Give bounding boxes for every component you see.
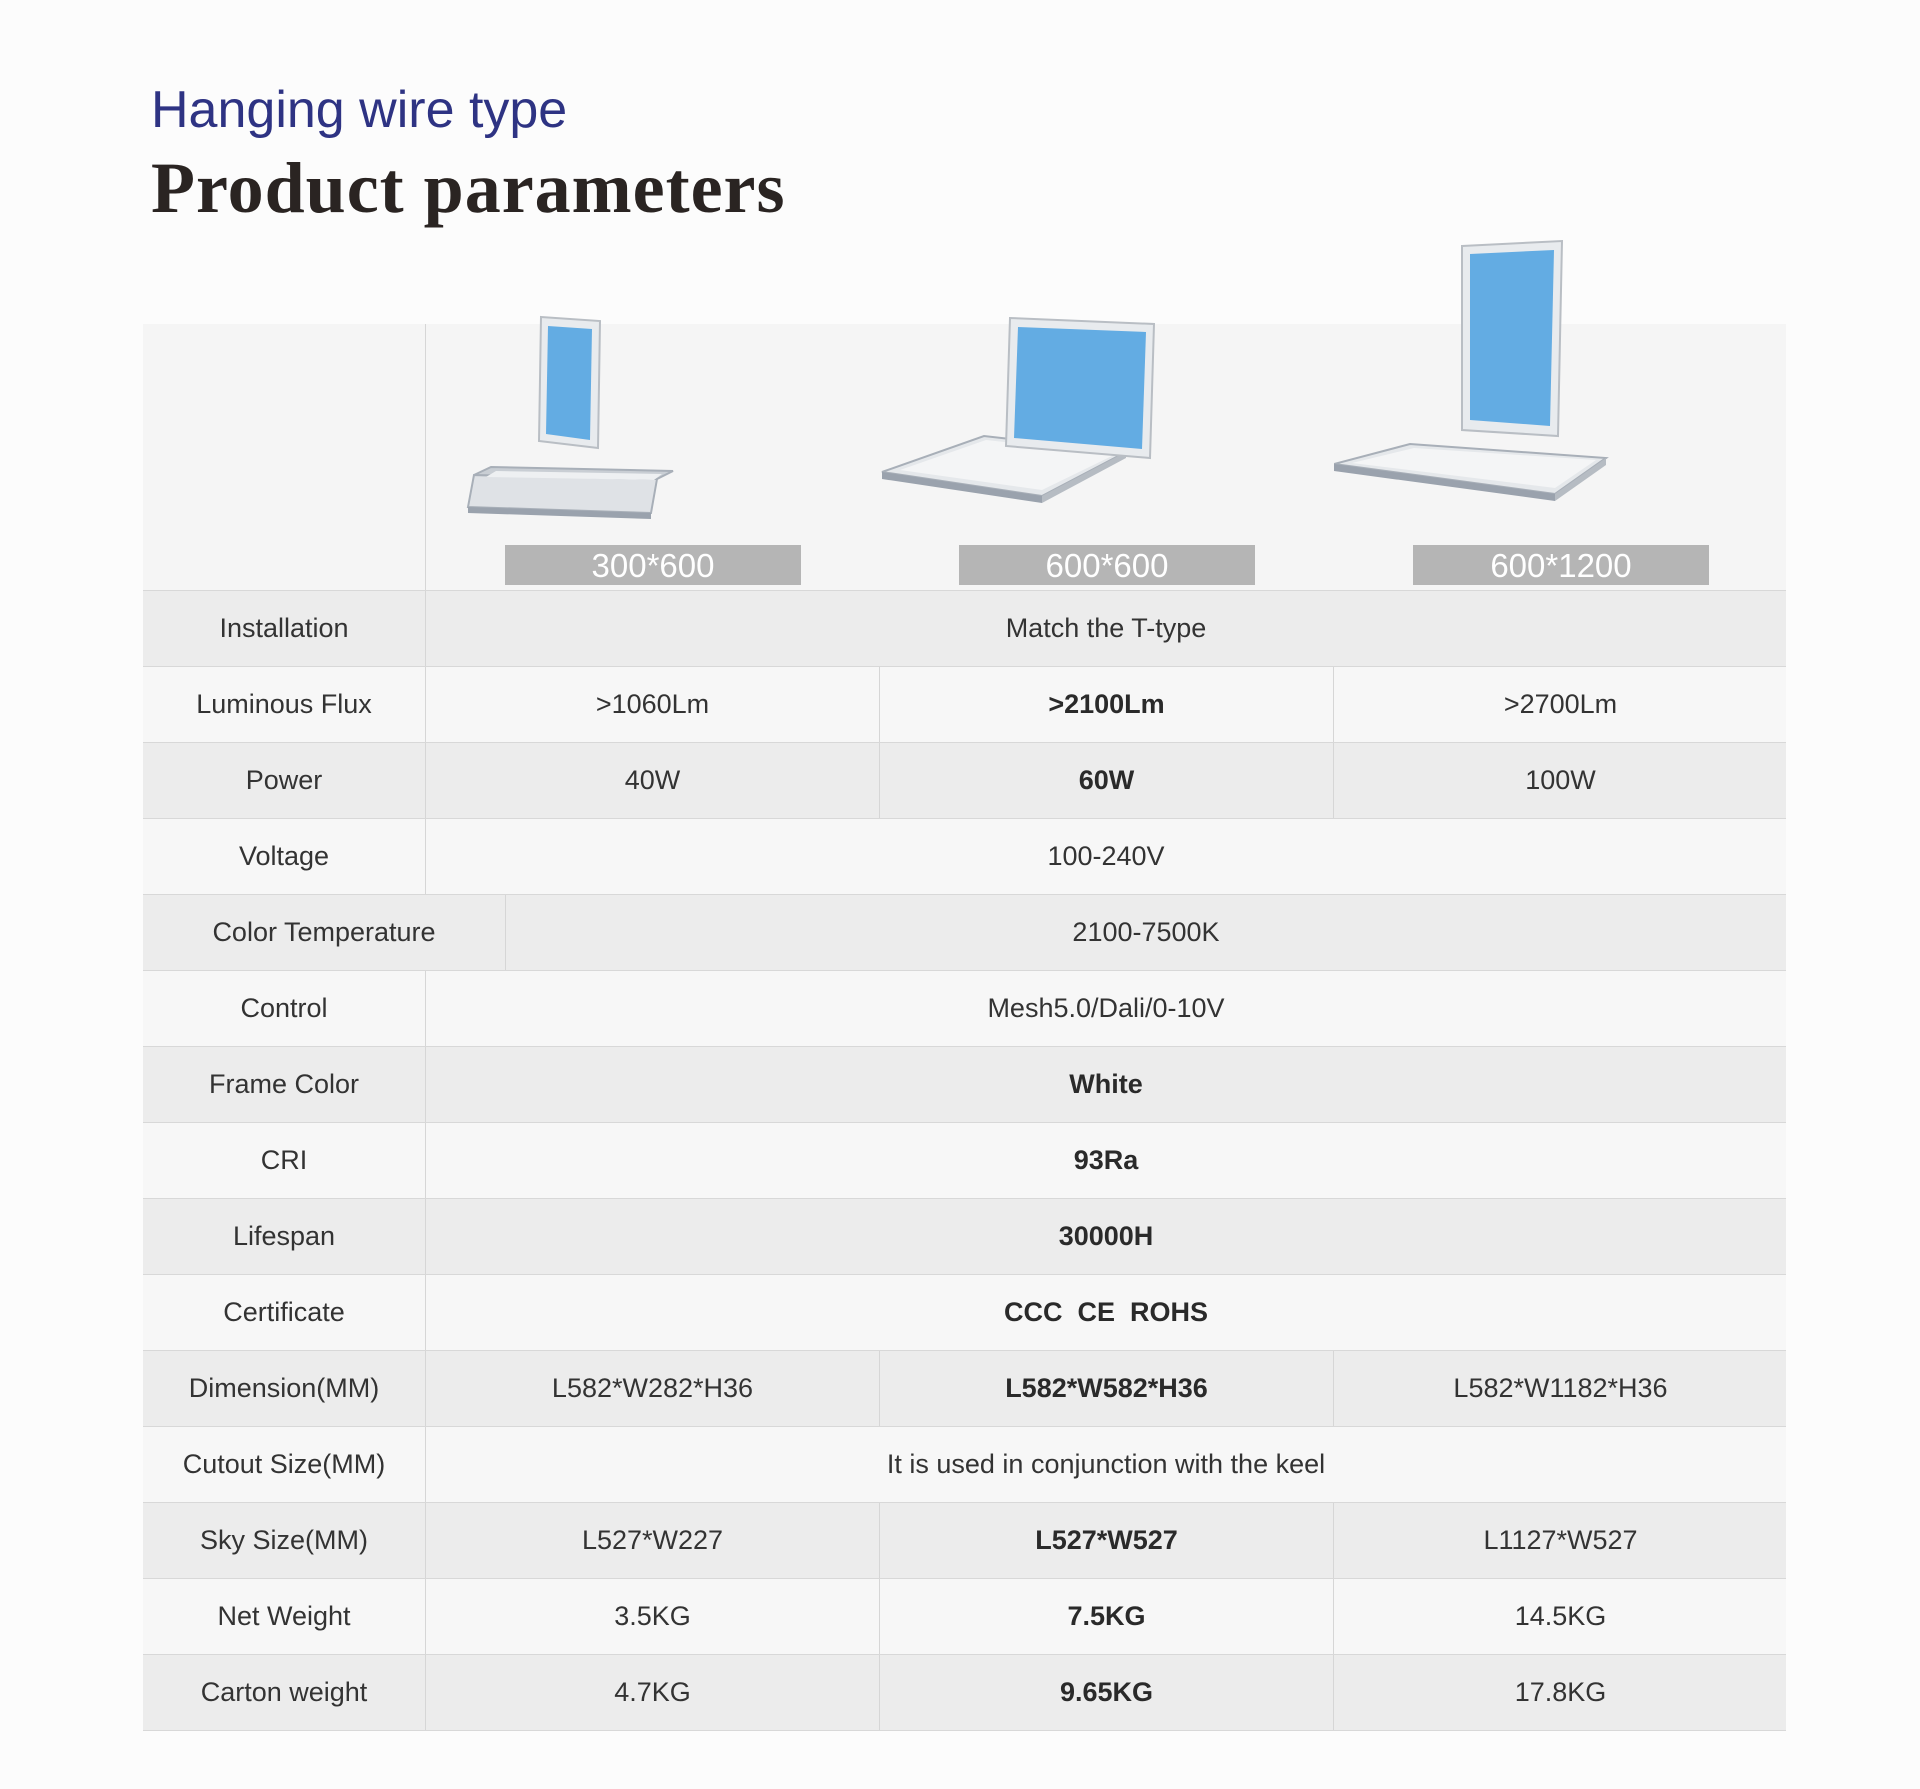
row-sky-size <box>143 1503 1786 1579</box>
row-label: CRI <box>143 1123 426 1198</box>
row-value: L1127*W527 <box>1333 1503 1787 1578</box>
row-label: Frame Color <box>143 1047 426 1122</box>
size-badge: 300*600 <box>505 545 801 585</box>
row-label: Certificate <box>143 1275 426 1350</box>
product-300x600 <box>426 324 879 590</box>
row-value: L527*W527 <box>879 1503 1333 1578</box>
row-label: Lifespan <box>143 1199 426 1274</box>
row-value: >1060Lm <box>595 689 710 719</box>
row-value: 93Ra <box>1073 1145 1139 1175</box>
row-value: L527*W227 <box>581 1525 724 1555</box>
row-value: 100W <box>1333 743 1787 818</box>
header-empty-cell <box>143 324 426 590</box>
row-voltage <box>143 819 1786 895</box>
row-label: Power <box>143 743 426 818</box>
product-header-row <box>143 324 1786 591</box>
row-label: Installation <box>143 591 426 666</box>
row-carton-weight <box>143 1655 1786 1731</box>
row-certificate <box>143 1275 1786 1351</box>
product-600x1200 <box>1334 324 1787 590</box>
row-value: 30000H <box>1058 1221 1154 1251</box>
row-luminous-flux <box>143 667 1786 743</box>
row-value: 60W <box>879 743 1333 818</box>
row-value: Mesh5.0/Dali/0-10V <box>987 993 1225 1023</box>
row-value: 100-240V <box>1047 841 1165 871</box>
row-cri <box>143 1123 1786 1199</box>
row-value: 17.8KG <box>1333 1655 1787 1730</box>
row-value: 7.5KG <box>879 1579 1333 1654</box>
row-label: Carton weight <box>143 1655 426 1730</box>
row-value: 3.5KG <box>614 1601 691 1631</box>
row-value: Match the T-type <box>1005 613 1207 643</box>
row-label: Sky Size(MM) <box>143 1503 426 1578</box>
row-label: Luminous Flux <box>143 667 426 742</box>
row-label: Color Temperature <box>143 895 506 970</box>
row-value: L582*W582*H36 <box>879 1351 1333 1426</box>
row-value: >2700Lm <box>1333 667 1787 742</box>
spec-table <box>143 324 1786 1731</box>
row-net-weight <box>143 1579 1786 1655</box>
panel-300x600-icon <box>426 284 879 544</box>
size-badge: 600*1200 <box>1413 545 1709 585</box>
page-subtitle: Hanging wire type <box>151 81 568 139</box>
row-control <box>143 971 1786 1047</box>
row-value: L582*W282*H36 <box>551 1373 754 1403</box>
size-badge: 600*600 <box>959 545 1255 585</box>
panel-600x600-icon <box>880 280 1333 540</box>
row-lifespan <box>143 1199 1786 1275</box>
row-frame-color <box>143 1047 1786 1123</box>
panel-600x1200-icon <box>1334 220 1787 540</box>
row-power <box>143 743 1786 819</box>
row-label: Control <box>143 971 426 1046</box>
row-value: 40W <box>624 765 681 795</box>
row-value: >2100Lm <box>879 667 1333 742</box>
row-cutout-size <box>143 1427 1786 1503</box>
row-value: 4.7KG <box>614 1677 691 1707</box>
row-label: Voltage <box>143 819 426 894</box>
row-value: White <box>1069 1069 1143 1099</box>
row-value: 14.5KG <box>1333 1579 1787 1654</box>
product-600x600 <box>880 324 1333 590</box>
row-value: It is used in conjunction with the keel <box>886 1449 1326 1479</box>
row-installation <box>143 591 1786 667</box>
row-label: Dimension(MM) <box>143 1351 426 1426</box>
page-title: Product parameters <box>151 148 786 228</box>
row-label: Cutout Size(MM) <box>143 1427 426 1502</box>
row-value: 9.65KG <box>879 1655 1333 1730</box>
row-color-temperature <box>143 895 1786 971</box>
row-dimension <box>143 1351 1786 1427</box>
row-label: Net Weight <box>143 1579 426 1654</box>
row-value: 2100-7500K <box>1072 917 1220 947</box>
row-value: L582*W1182*H36 <box>1333 1351 1787 1426</box>
row-value: CCC CE ROHS <box>1003 1297 1209 1327</box>
